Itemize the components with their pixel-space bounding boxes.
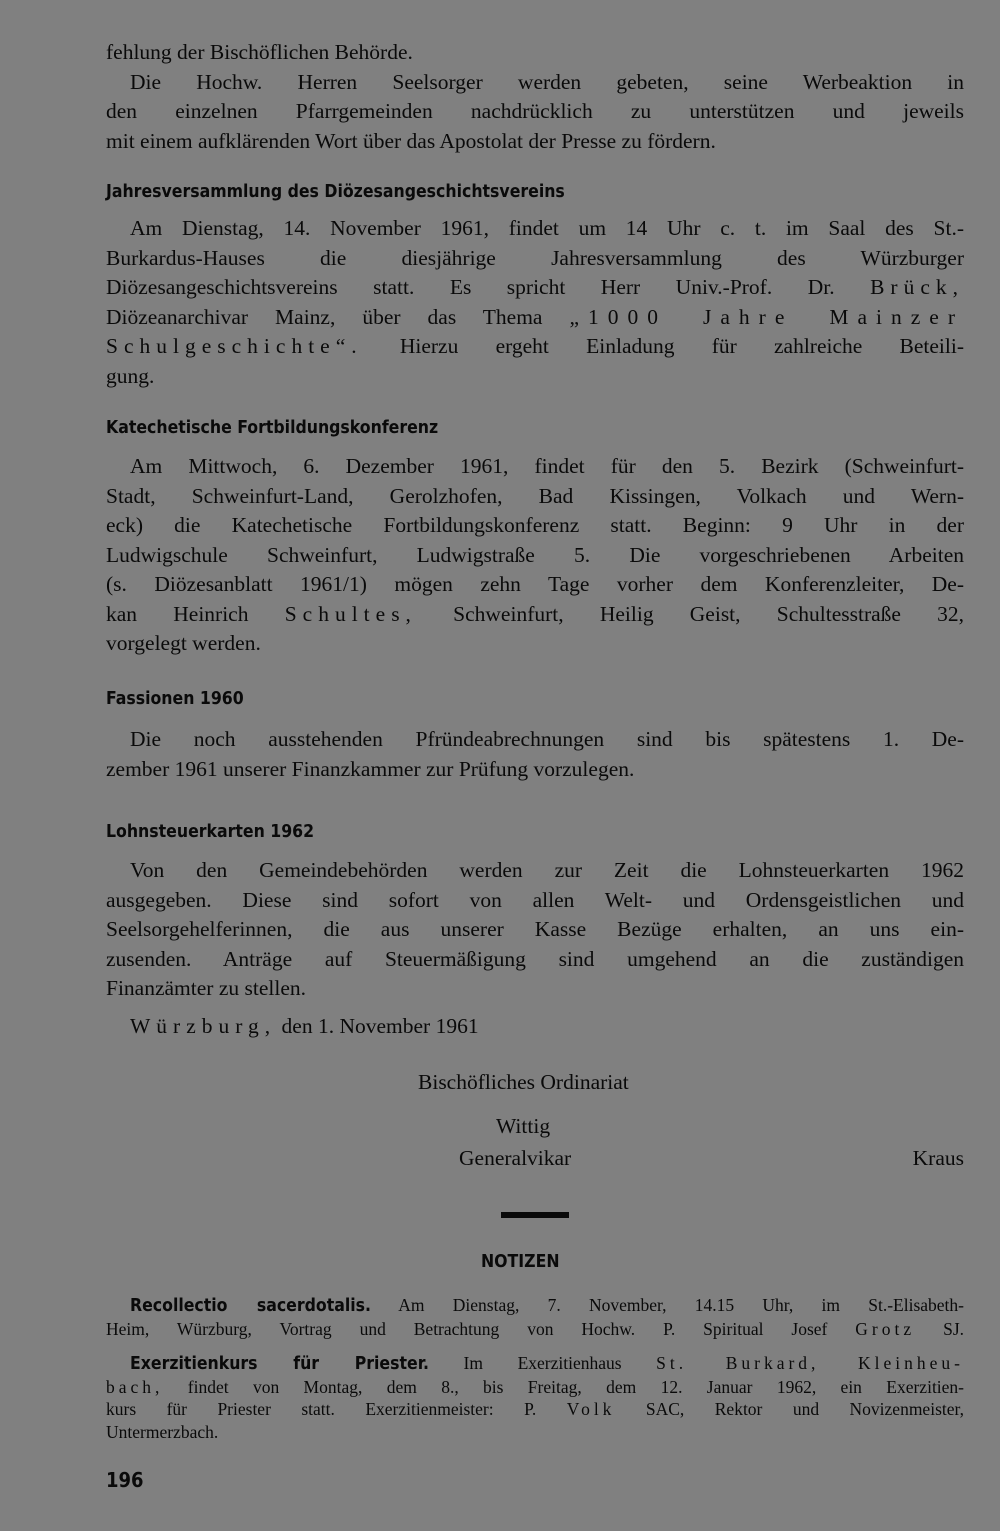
signer-title: Generalvikar	[459, 1146, 572, 1170]
text-line: mit einem aufklärenden Wort über das Apostolat der Presse zu fördern.	[106, 128, 716, 153]
text-line: Am Mittwoch, 6. Dezember 1961, findet für den 5. Bezirk (Schweinfurt-	[130, 454, 964, 478]
note-recollectio	[106, 1294, 964, 1340]
text-line: kurs für Priester statt. Exerzitienmeister: P. Volk SAC, Rektor und Novizenmeister,	[106, 1399, 965, 1419]
section-heading: Katechetische Fortbildungskonferenz	[106, 418, 439, 438]
text-line: Am Dienstag, 14. November 1961, findet um 14 Uhr c. t. im Saal des St.-	[130, 216, 964, 240]
text-line: Heim, Würzburg, Vortrag und Betrachtung von Hochw. P. Spiritual Josef Grotz SJ.	[106, 1318, 965, 1339]
spaced-title: Schulgeschichte“.	[106, 334, 363, 358]
text-line: Recollectio sacerdotalis. Am Dienstag, 7. November, 14.15 Uhr, im St.-Elisabeth-	[130, 1295, 964, 1316]
text-line: eck) die Katechetische Fortbildungskonferenz statt. Beginn: 9 Uhr in der	[106, 513, 964, 537]
text-line: bach, findet von Montag, dem 8., bis Freitag, dem 12. Januar 1962, ein Exerzitien-	[106, 1376, 965, 1397]
text-line: Diözeanarchivar Mainz, über das Thema „1000 Jahre Mainzer	[106, 304, 964, 329]
text-line: Untermerzbach.	[106, 1421, 219, 1442]
text-line: zusenden. Anträge auf Steuermäßigung sind umgehend an die zuständigen	[106, 946, 964, 971]
spaced-name: Volk	[566, 1399, 616, 1419]
note-title: Recollectio sacerdotalis.	[130, 1296, 371, 1316]
text-line: zember 1961 unserer Finanzkammer zur Prüfung vorzulegen.	[106, 756, 635, 781]
section-body	[106, 725, 964, 784]
spaced-name: Brück,	[870, 275, 965, 299]
note-title: Exerzitienkurs für Priester.	[130, 1354, 429, 1374]
note-exerzitien	[106, 1352, 964, 1443]
spaced-name: bach,	[106, 1376, 164, 1397]
text-line: Diözesangeschichtsvereins statt. Es spricht Herr Univ.-Prof. Dr. Brück,	[106, 275, 965, 299]
date-text: den 1. November 1961	[281, 1014, 479, 1038]
section-body	[106, 214, 964, 391]
text-line: Von den Gemeindebehörden werden zur Zeit die Lohnsteuerkarten 1962	[130, 858, 964, 882]
notizen-heading: NOTIZEN	[481, 1252, 560, 1272]
text-line: Seelsorgehelferinnen, die aus unserer Kasse Bezüge erhalten, an uns ein-	[106, 917, 964, 941]
section-heading: Jahresversammlung des Diözesangeschichtsvereins	[106, 182, 565, 202]
spaced-name: Grotz	[855, 1318, 916, 1339]
spaced-title: „1000 Jahre Mainzer	[569, 304, 964, 329]
text-line: Stadt, Schweinfurt-Land, Gerolzhofen, Bad Kissingen, Volkach und Wern-	[106, 483, 964, 508]
section-body	[106, 452, 964, 659]
section-body	[106, 856, 964, 1004]
office-name: Bischöfliches Ordinariat	[418, 1070, 629, 1094]
text-line: Burkardus-Hauses die diesjährige Jahresversammlung des Würzburger	[106, 245, 964, 270]
section-heading: Fassionen 1960	[106, 689, 244, 709]
text-line: Exerzitienkurs für Priester. Im Exerzitienhaus St. Burkard, Kleinheu-	[130, 1353, 964, 1374]
spaced-name: Schultes,	[284, 601, 417, 626]
place-name: Würzburg,	[130, 1014, 277, 1038]
text-line: Die noch ausstehenden Pfründeabrechnungen sind bis spätestens 1. De-	[130, 727, 964, 751]
text-line: kan Heinrich Schultes, Schweinfurt, Heilig Geist, Schultesstraße 32,	[106, 601, 965, 626]
place-date-line	[130, 1012, 479, 1042]
text-line: fehlung der Bischöflichen Behörde.	[106, 40, 413, 64]
second-signer-name: Kraus	[912, 1146, 964, 1170]
text-line: den einzelnen Pfarrgemeinden nachdrücklich zu unterstützen und jeweils	[106, 99, 964, 123]
text-line: Die Hochw. Herren Seelsorger werden gebeten, seine Werbeaktion in	[130, 69, 964, 94]
text-line: Finanzämter zu stellen.	[106, 976, 306, 1000]
signer-name: Wittig	[496, 1114, 551, 1138]
intro-paragraph	[106, 38, 964, 156]
spaced-name: St. Burkard, Kleinheu-	[656, 1353, 964, 1373]
text-line: vorgelegt werden.	[106, 631, 261, 655]
text-line: Schulgeschichte“. Hierzu ergeht Einladung für zahlreiche Beteili-	[106, 334, 964, 358]
text-line: ausgegeben. Diese sind sofort von allen Welt- und Ordensgeistlichen und	[106, 887, 964, 912]
text-line: (s. Diözesanblatt 1961/1) mögen zehn Tage vorher dem Konferenzleiter, De-	[106, 572, 964, 596]
text-line: Ludwigschule Schweinfurt, Ludwigstraße 5. Die vorgeschriebenen Arbeiten	[106, 542, 964, 567]
section-heading: Lohnsteuerkarten 1962	[106, 822, 315, 842]
text-line: gung.	[106, 363, 155, 388]
section-divider	[501, 1212, 569, 1218]
page-number: 196	[106, 1468, 144, 1492]
